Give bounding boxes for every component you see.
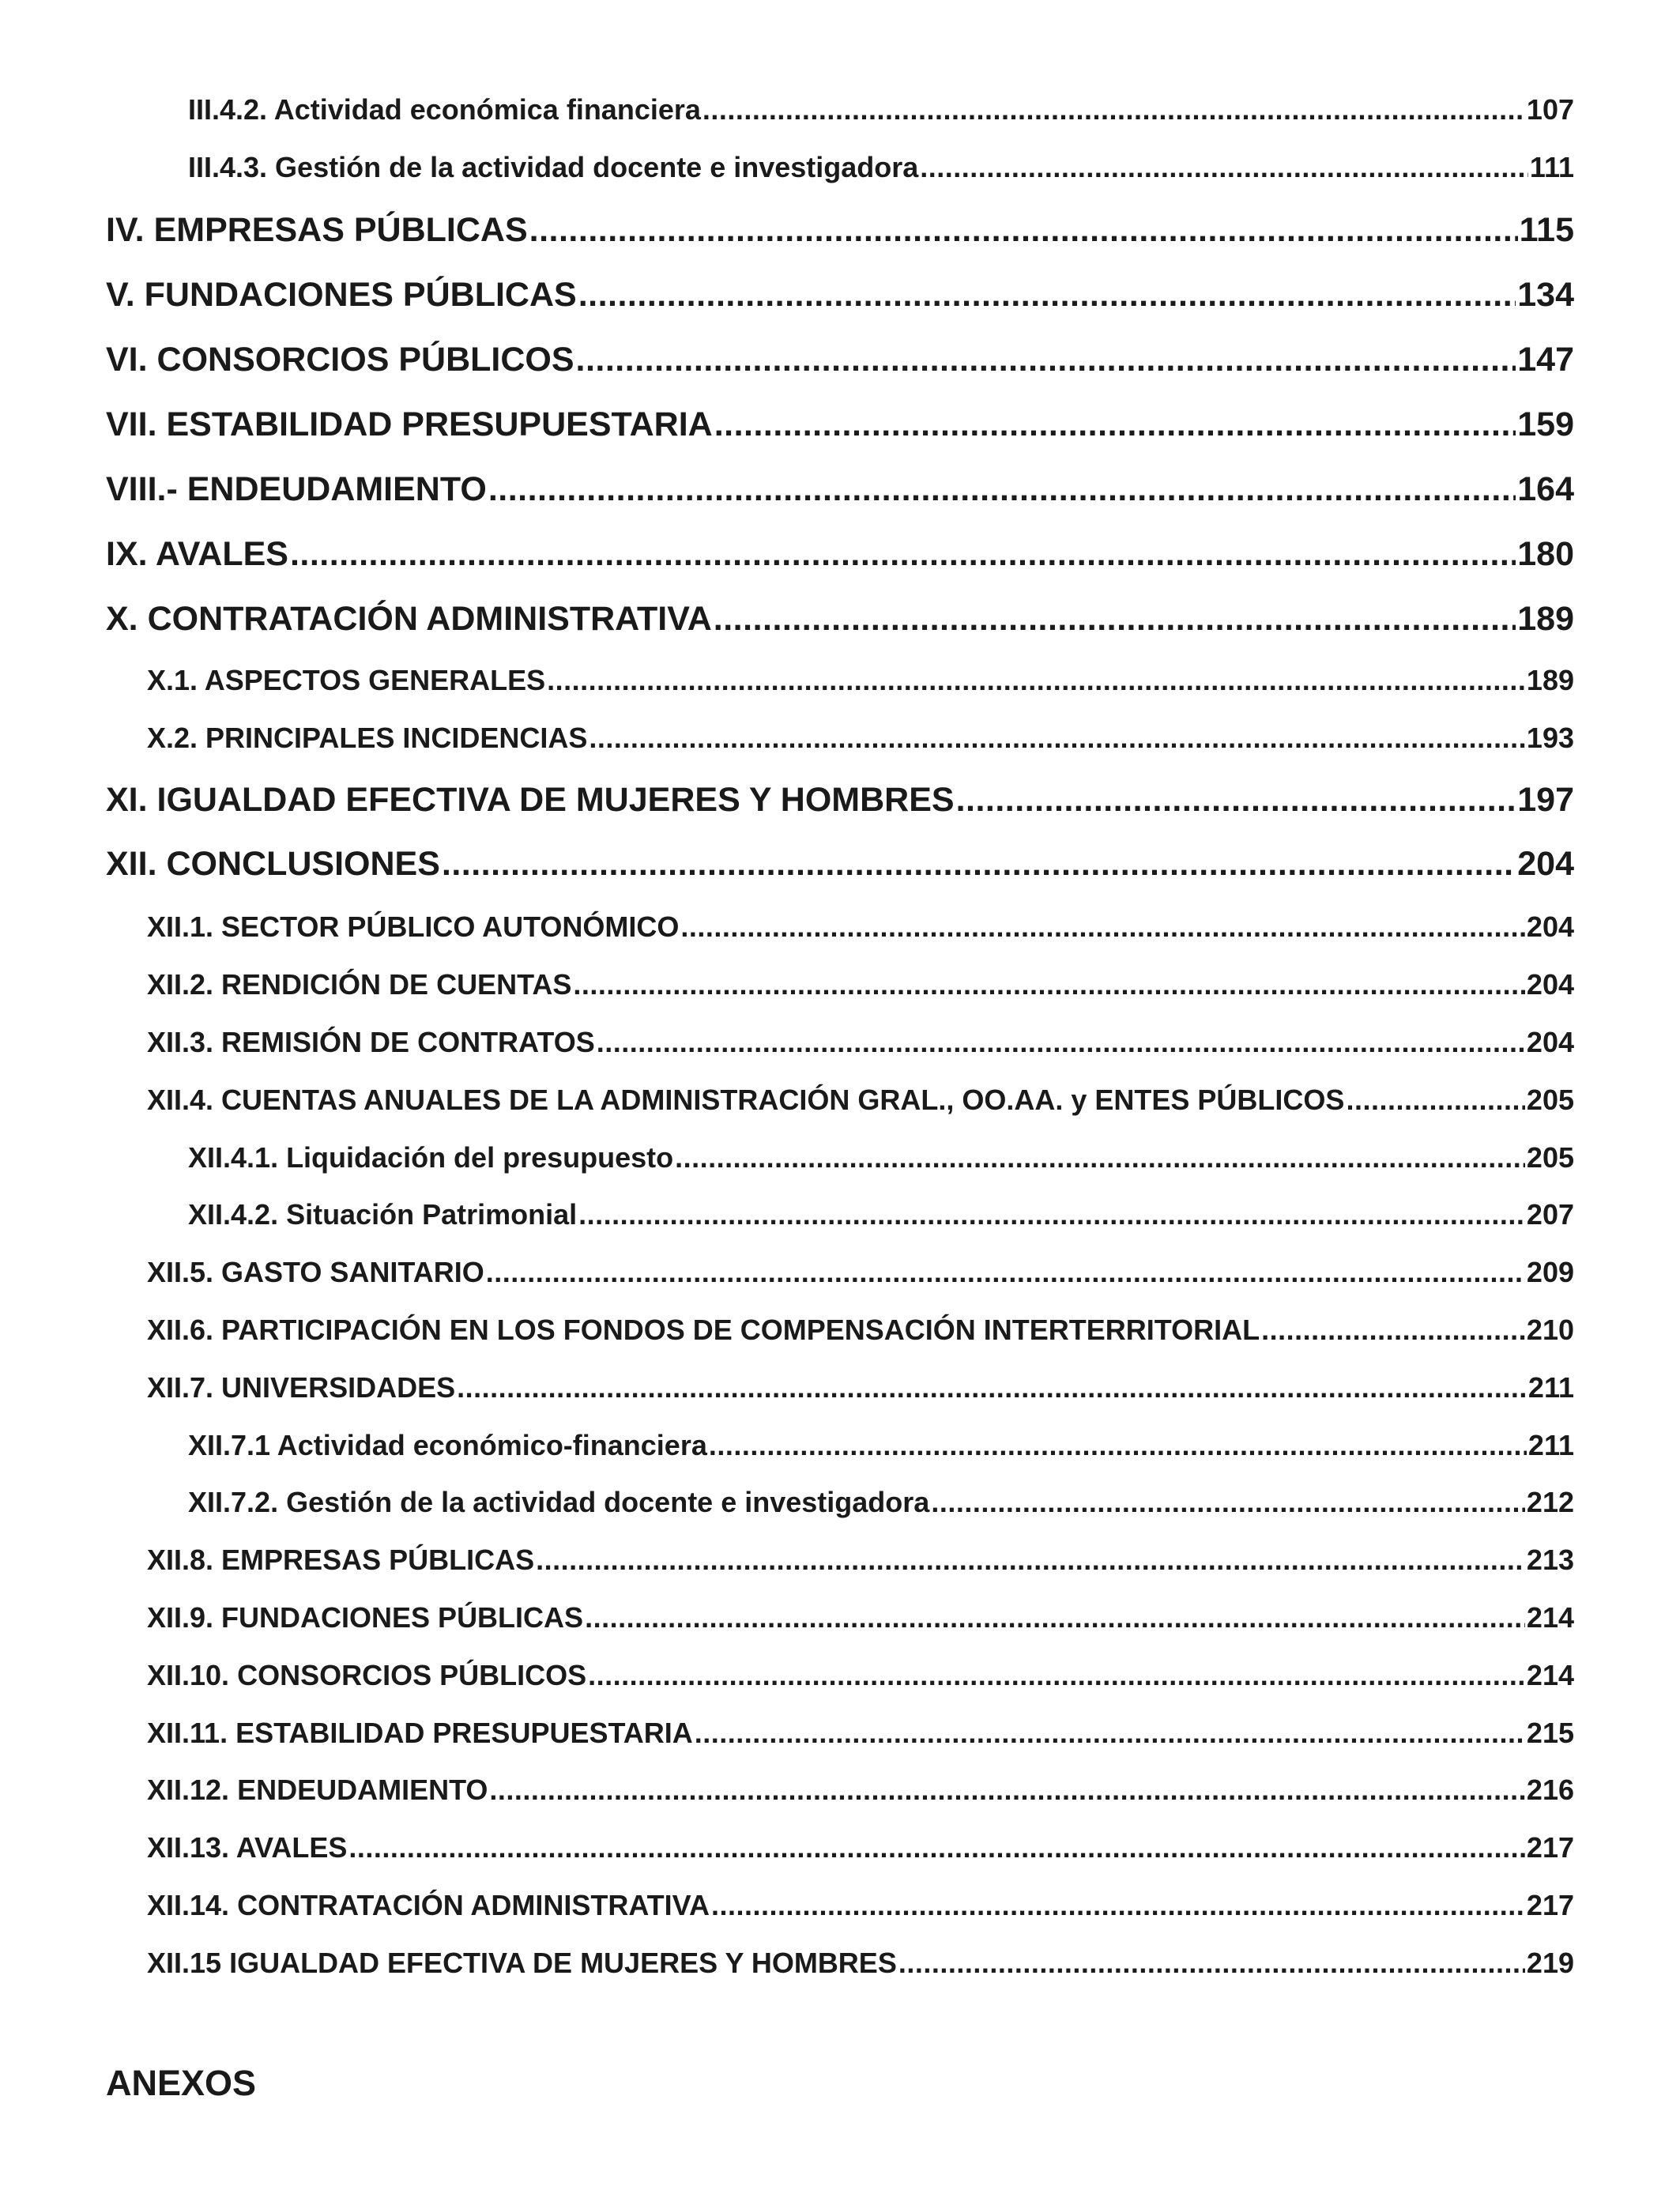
toc-entry[interactable]: [147, 1947, 1574, 1980]
toc-entry-label: IX. AVALES: [106, 535, 288, 573]
toc-entry-page: 214: [1526, 1659, 1574, 1691]
toc-entry-page: 193: [1526, 722, 1574, 754]
dot-leader: [709, 1429, 1527, 1462]
toc-entry[interactable]: [106, 535, 1574, 574]
toc-entry[interactable]: [147, 1544, 1574, 1577]
dot-leader: [576, 341, 1516, 379]
toc-entry-label: X.2. PRINCIPALES INCIDENCIAS: [147, 722, 588, 754]
toc-entry-page: 207: [1526, 1198, 1574, 1231]
dot-leader: [290, 535, 1516, 574]
toc-entry-label: XII.4.1. Liquidación del presupuesto: [188, 1141, 674, 1174]
toc-entry[interactable]: [147, 1026, 1574, 1059]
dot-leader: [589, 722, 1525, 755]
toc-entry-page: 147: [1517, 341, 1574, 379]
dot-leader: [695, 1717, 1525, 1750]
toc-entry[interactable]: [188, 151, 1574, 184]
toc-entry-label: XII.7.2. Gestión de la actividad docente e investigadora: [188, 1486, 930, 1518]
toc-entry-page: 215: [1526, 1717, 1574, 1749]
toc-entry-page: 134: [1517, 276, 1574, 314]
toc-entry[interactable]: [106, 470, 1574, 509]
dot-leader: [1261, 1314, 1525, 1347]
toc-entry-label: XII.10. CONSORCIOS PÚBLICOS: [147, 1659, 587, 1691]
toc-entry[interactable]: [188, 1141, 1574, 1174]
toc-entry-label: III.4.2. Actividad económica financiera: [188, 93, 701, 126]
dot-leader: [714, 600, 1516, 639]
toc-entry-page: 115: [1519, 211, 1574, 249]
toc-entry-label: XII.11. ESTABILIDAD PRESUPUESTARIA: [147, 1717, 693, 1749]
toc-entry[interactable]: [147, 722, 1574, 755]
toc-entry-page: 210: [1526, 1314, 1574, 1346]
dot-leader: [714, 405, 1516, 444]
toc-entry-label: X. CONTRATACIÓN ADMINISTRATIVA: [106, 600, 712, 638]
toc-entry-page: 204: [1526, 1026, 1574, 1058]
dot-leader: [489, 1774, 1525, 1807]
dot-leader: [711, 1889, 1525, 1922]
annex-heading[interactable]: ANEXOS: [106, 2063, 257, 2103]
toc-entry-page: 212: [1526, 1486, 1574, 1518]
toc-entry[interactable]: [106, 276, 1574, 315]
toc-entry-page: 111: [1529, 151, 1574, 183]
toc-entry-label: XII.7.1 Actividad económico-financiera: [188, 1429, 707, 1461]
toc-entry[interactable]: [147, 1314, 1574, 1347]
toc-entry-page: 204: [1526, 910, 1574, 943]
dot-leader: [588, 1659, 1525, 1692]
toc-entry-label: XII.1. SECTOR PÚBLICO AUTONÓMICO: [147, 910, 680, 943]
toc-entry-label: VIII.- ENDEUDAMIENTO: [106, 470, 487, 508]
toc-entry-page: 211: [1527, 1429, 1574, 1461]
toc-entry-label: XII.3. REMISIÓN DE CONTRATOS: [147, 1026, 595, 1058]
toc-entry-page: 189: [1517, 600, 1574, 638]
toc-entry-page: 205: [1526, 1141, 1574, 1174]
toc-entry-page: 180: [1517, 535, 1574, 573]
dot-leader: [898, 1947, 1525, 1980]
toc-entry-page: 197: [1517, 781, 1574, 819]
toc-entry-page: 164: [1517, 470, 1574, 508]
dot-leader: [920, 151, 1528, 184]
toc-entry-label: XII.4.2. Situación Patrimonial: [188, 1198, 578, 1231]
dot-leader: [675, 1141, 1525, 1174]
toc-entry[interactable]: [147, 1889, 1574, 1922]
toc-entry[interactable]: [188, 1198, 1574, 1231]
toc-entry[interactable]: [147, 910, 1574, 944]
dot-leader: [488, 470, 1516, 509]
toc-entry[interactable]: [106, 781, 1574, 820]
toc-entry-page: 214: [1526, 1601, 1574, 1634]
toc-entry-label: VI. CONSORCIOS PÚBLICOS: [106, 341, 574, 379]
toc-entry[interactable]: [147, 1371, 1574, 1404]
toc-entry-label: XI. IGUALDAD EFECTIVA DE MUJERES Y HOMBRES: [106, 781, 955, 819]
toc-entry-label: XII.15 IGUALDAD EFECTIVA DE MUJERES Y HOMBRES: [147, 1947, 897, 1979]
toc-entry-label: IV. EMPRESAS PÚBLICAS: [106, 211, 528, 249]
toc-entry-page: 217: [1526, 1889, 1574, 1921]
dot-leader: [578, 276, 1516, 315]
toc-entry-label: XII.5. GASTO SANITARIO: [147, 1256, 484, 1288]
toc-entry-label: VII. ESTABILIDAD PRESUPUESTARIA: [106, 405, 713, 443]
toc-entry-page: 213: [1526, 1544, 1574, 1576]
toc-entry[interactable]: [147, 664, 1574, 697]
toc-entry-label: XII.12. ENDEUDAMIENTO: [147, 1774, 488, 1806]
dot-leader: [703, 93, 1525, 126]
dot-leader: [680, 910, 1525, 944]
toc-entry[interactable]: [106, 341, 1574, 379]
dot-leader: [956, 781, 1516, 820]
toc-entry-label: XII.8. EMPRESAS PÚBLICAS: [147, 1544, 535, 1576]
toc-entry-page: 107: [1526, 93, 1574, 126]
toc-entry-page: 211: [1527, 1371, 1574, 1404]
toc-entry-label: XII.14. CONTRATACIÓN ADMINISTRATIVA: [147, 1889, 710, 1921]
toc-entry-label: XII.13. AVALES: [147, 1831, 348, 1864]
toc-entry-page: 217: [1526, 1831, 1574, 1864]
toc-entry[interactable]: [147, 968, 1574, 1001]
toc-entry-label: V. FUNDACIONES PÚBLICAS: [106, 276, 577, 314]
toc-entry-page: 209: [1526, 1256, 1574, 1288]
toc-entry[interactable]: [188, 1429, 1574, 1462]
toc-entry-label: XII.9. FUNDACIONES PÚBLICAS: [147, 1601, 584, 1634]
dot-leader: [547, 664, 1525, 697]
toc-entry-page: 204: [1517, 845, 1574, 883]
toc-entry-label: X.1. ASPECTOS GENERALES: [147, 664, 546, 696]
toc-entry[interactable]: [106, 845, 1574, 884]
toc-entry[interactable]: [147, 1084, 1574, 1117]
toc-entry-label: XII. CONCLUSIONES: [106, 845, 440, 883]
toc-entry-label: III.4.3. Gestión de la actividad docente e investigadora: [188, 151, 919, 183]
dot-leader: [578, 1198, 1525, 1231]
toc-entry[interactable]: [188, 1486, 1574, 1519]
toc-entry-label: XII.2. RENDICIÓN DE CUENTAS: [147, 968, 572, 1001]
toc-entry[interactable]: [147, 1256, 1574, 1289]
dot-leader: [585, 1601, 1525, 1634]
toc-entry[interactable]: [147, 1717, 1574, 1750]
toc-entry[interactable]: [147, 1831, 1574, 1864]
toc-entry-page: 189: [1526, 664, 1574, 696]
toc-entry-page: 219: [1526, 1947, 1574, 1979]
dot-leader: [348, 1831, 1525, 1864]
toc-entry-page: 204: [1526, 968, 1574, 1001]
toc-entry-page: 205: [1526, 1084, 1574, 1116]
toc-entry-label: XII.7. UNIVERSIDADES: [147, 1371, 456, 1404]
toc-entry-label: XII.4. CUENTAS ANUALES DE LA ADMINISTRACIÓN GRAL., OO.AA. y ENTES PÚBLICOS: [147, 1084, 1345, 1116]
dot-leader: [442, 845, 1516, 884]
dot-leader: [573, 968, 1525, 1001]
toc-entry-label: XII.6. PARTICIPACIÓN EN LOS FONDOS DE COMPENSACIÓN INTERTERRITORIAL: [147, 1314, 1260, 1346]
toc-entry[interactable]: [188, 93, 1574, 126]
dot-leader: [536, 1544, 1525, 1577]
dot-leader: [457, 1371, 1527, 1404]
dot-leader: [486, 1256, 1525, 1289]
dot-leader: [597, 1026, 1525, 1059]
toc-entry-page: 216: [1526, 1774, 1574, 1806]
toc-entry-page: 159: [1517, 405, 1574, 443]
toc-entry[interactable]: [106, 600, 1574, 639]
dot-leader: [1346, 1084, 1524, 1117]
toc-entry[interactable]: [147, 1659, 1574, 1692]
toc-entry[interactable]: [147, 1774, 1574, 1807]
dot-leader: [529, 211, 1518, 250]
toc-entry[interactable]: [106, 405, 1574, 444]
toc-entry[interactable]: [106, 211, 1574, 250]
dot-leader: [931, 1486, 1525, 1519]
toc-entry[interactable]: [147, 1601, 1574, 1634]
